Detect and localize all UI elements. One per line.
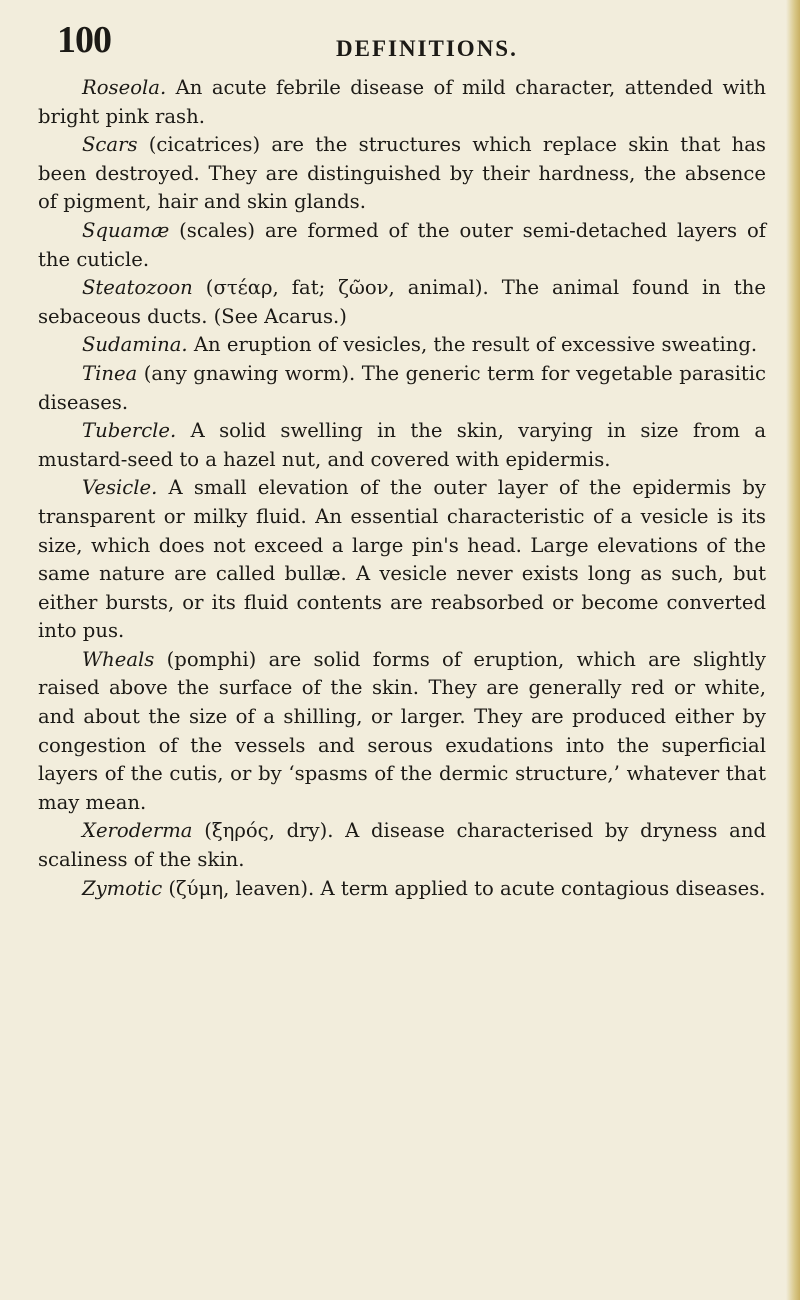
definition-text: (any gnawing worm). The generic term for vegetable parasitic diseases.	[38, 361, 766, 414]
running-head: DEFINITIONS.	[336, 36, 518, 61]
definition-entry	[38, 417, 766, 474]
definition-text: (pomphi) are solid forms of eruption, which are slightly raised above the surface of the skin. They are generally red or white, and about the size of a shilling, or larger. They are produced either by congestion of the vessels and serous exudations into the superficial layers of the cutis, or by ‘spasms of the dermic structure,’ whatever that may mean.	[38, 647, 766, 814]
definition-text: A small elevation of the outer layer of the epidermis by transparent or milky fluid. An essential characteristic of a vesicle is its size, which does not exceed a large pin's head. Large elevations of the same nature are called bullæ. A vesicle never exists long as such, but either bursts, or its fluid contents are reabsorbed or become converted into pus.	[38, 476, 766, 643]
page-header	[0, 18, 800, 78]
definition-term: Roseola.	[82, 76, 167, 99]
definition-entry	[38, 474, 766, 646]
definition-term: Zymotic	[82, 876, 163, 900]
definition-entry	[38, 875, 766, 904]
page-edge	[786, 0, 800, 1300]
definition-text: (στέαρ, fat; ζῶον, animal). The animal found in the sebaceous ducts. (See Acarus.)	[38, 276, 766, 328]
definition-entry	[38, 74, 766, 131]
definition-text: (cicatrices) are the structures which replace skin that has been destroyed. They are distinguished by their hardness, the absence of pigment, hair and skin glands.	[38, 133, 766, 214]
definition-entry	[38, 217, 766, 274]
definition-term: Sudamina.	[82, 333, 188, 357]
definition-term: Scars	[82, 133, 138, 157]
definition-term: Tinea	[82, 361, 138, 385]
definition-entry	[38, 817, 766, 874]
definition-entry	[38, 646, 766, 818]
definition-term: Tubercle.	[82, 419, 177, 443]
definition-text: A solid swelling in the skin, varying in size from a mustard-seed to a hazel nut, and covered with epidermis.	[38, 419, 766, 471]
definition-term: Squamæ	[82, 218, 170, 242]
definition-text: An eruption of vesicles, the result of excessive sweating.	[187, 333, 758, 357]
definition-term: Vesicle.	[82, 476, 158, 500]
definition-text: An acute febrile disease of mild character, attended with bright pink rash.	[38, 76, 766, 128]
definition-term: Wheals	[82, 647, 155, 671]
page-number: 100	[57, 19, 111, 61]
definition-term: Steatozoon	[82, 276, 193, 300]
definition-text: (scales) are formed of the outer semi-detached layers of the cuticle.	[38, 218, 766, 271]
definition-text: (ξηρός, dry). A disease characterised by dryness and scaliness of the skin.	[38, 819, 766, 872]
definition-entry	[38, 274, 766, 331]
definitions-list	[38, 74, 766, 903]
definition-term: Xeroderma	[82, 819, 193, 843]
definition-entry	[38, 131, 766, 217]
definition-entry	[38, 360, 766, 417]
definition-text: (ζύμη, leaven). A term applied to acute contagious diseases.	[162, 876, 766, 900]
definition-entry	[38, 331, 766, 360]
